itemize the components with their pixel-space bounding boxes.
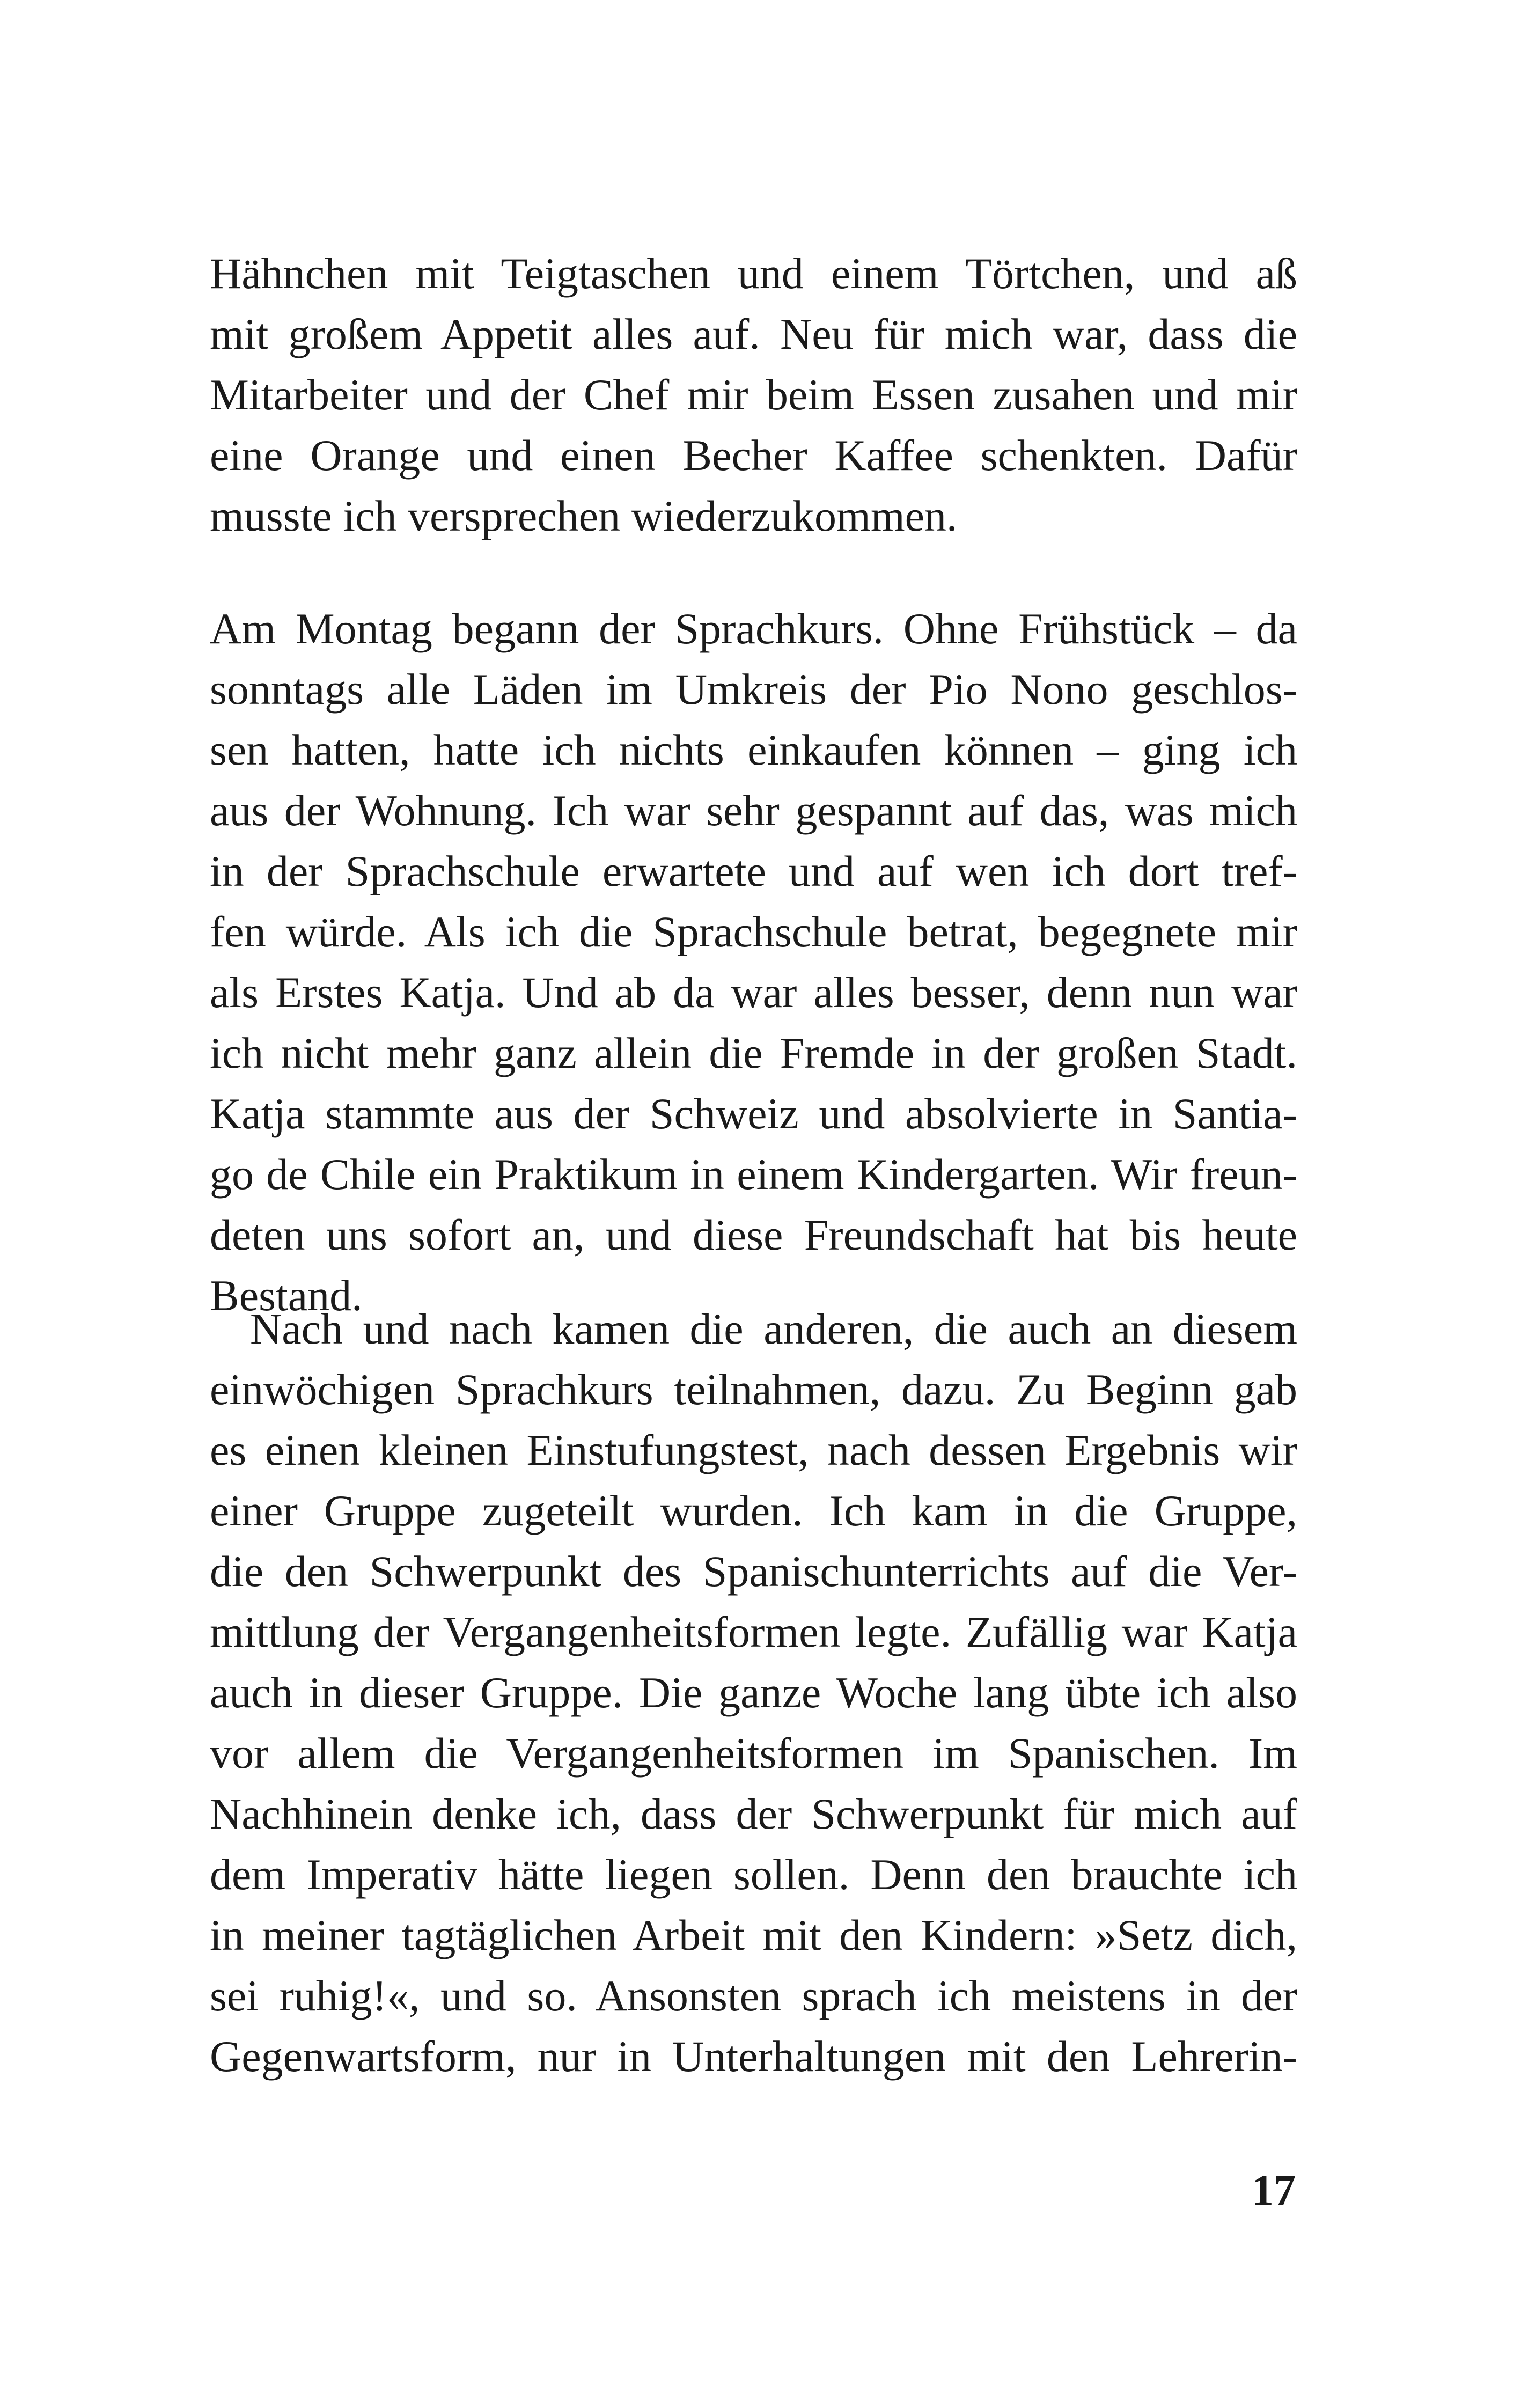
text-line: sei ruhig!«, und so. Ansonsten sprach ich meistens in der xyxy=(210,1971,1297,2020)
text-line: go de Chile ein Praktikum in einem Kindergarten. Wir freun- xyxy=(210,1150,1297,1199)
text-line: die den Schwerpunkt des Spanischunterrichts auf die Ver- xyxy=(210,1547,1297,1596)
text-line: Bestand. xyxy=(210,1271,363,1320)
text-line: in der Sprachschule erwartete und auf wen ich dort tref- xyxy=(210,847,1297,895)
text-line: es einen kleinen Einstufungstest, nach dessen Ergebnis wir xyxy=(210,1426,1297,1474)
text-line: fen würde. Als ich die Sprachschule betrat, begegnete mir xyxy=(210,907,1297,956)
paragraph xyxy=(210,598,1297,1326)
page-number: 17 xyxy=(1252,2165,1296,2214)
text-line: mittlung der Vergangenheitsformen legte. Zufällig war Katja xyxy=(210,1607,1297,1656)
text-line: dem Imperativ hätte liegen sollen. Denn den brauchte ich xyxy=(210,1850,1297,1899)
text-line: in meiner tagtäglichen Arbeit mit den Kindern: »Setz dich, xyxy=(210,1911,1297,1959)
paragraph xyxy=(210,243,1297,546)
text-line: mit großem Appetit alles auf. Neu für mich war, dass die xyxy=(210,310,1297,358)
text-line: als Erstes Katja. Und ab da war alles besser, denn nun war xyxy=(210,968,1297,1017)
text-line: aus der Wohnung. Ich war sehr gespannt auf das, was mich xyxy=(210,786,1297,835)
text-line: deten uns sofort an, und diese Freundschaft hat bis heute xyxy=(210,1210,1297,1259)
text-line: ich nicht mehr ganz allein die Fremde in der großen Stadt. xyxy=(210,1029,1297,1077)
text-line: einer Gruppe zugeteilt wurden. Ich kam in die Gruppe, xyxy=(210,1486,1297,1535)
text-line: einwöchigen Sprachkurs teilnahmen, dazu. Zu Beginn gab xyxy=(210,1365,1297,1414)
text-line: vor allem die Vergangenheitsformen im Spanischen. Im xyxy=(210,1729,1297,1778)
text-line: Gegenwartsform, nur in Unterhaltungen mit den Lehrerin- xyxy=(210,2032,1297,2081)
text-line: Hähnchen mit Teigtaschen und einem Törtchen, und aß xyxy=(210,249,1297,298)
text-line: Katja stammte aus der Schweiz und absolvierte in Santia- xyxy=(210,1089,1297,1138)
text-line: sen hatten, hatte ich nichts einkaufen können – ging ich xyxy=(210,725,1297,774)
text-line: musste ich versprechen wiederzukommen. xyxy=(210,491,958,540)
text-line: Mitarbeiter und der Chef mir beim Essen zusahen und mir xyxy=(210,370,1297,419)
text-line: sonntags alle Läden im Umkreis der Pio Nono geschlos- xyxy=(210,665,1297,714)
text-line: Nachhinein denke ich, dass der Schwerpunkt für mich auf xyxy=(210,1789,1297,1838)
paragraph xyxy=(210,1298,1297,2087)
text-line: eine Orange und einen Becher Kaffee schenkten. Dafür xyxy=(210,431,1297,480)
text-line: Am Montag begann der Sprachkurs. Ohne Frühstück – da xyxy=(210,604,1297,653)
text-line: auch in dieser Gruppe. Die ganze Woche lang übte ich also xyxy=(210,1668,1297,1717)
text-line: Nach und nach kamen die anderen, die auch an diesem xyxy=(250,1304,1297,1353)
